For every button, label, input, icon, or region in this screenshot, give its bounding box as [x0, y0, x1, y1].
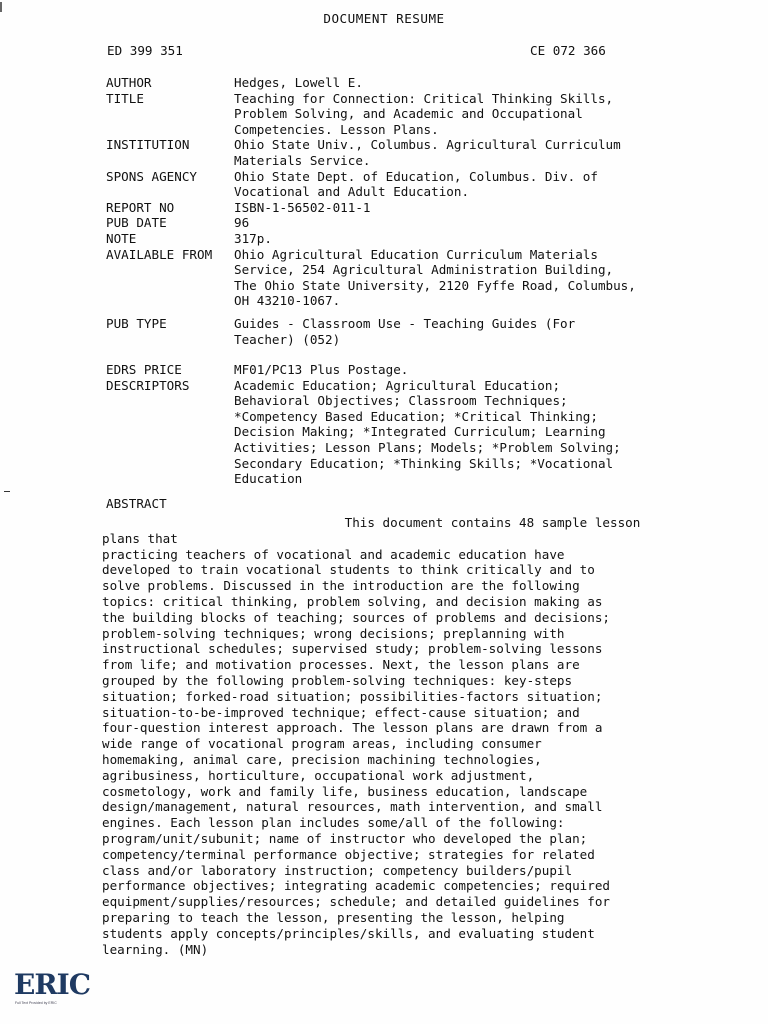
field-value: Hedges, Lowell E. — [234, 75, 363, 90]
field-label: DESCRIPTORS — [106, 377, 190, 393]
field-edrs-price — [106, 362, 706, 378]
field-value: Guides - Classroom Use - Teaching Guides (For Teacher) (052) — [234, 315, 576, 347]
field-title — [106, 91, 706, 138]
ce-number: CE 072 366 — [530, 43, 606, 58]
field-institution — [106, 137, 706, 168]
field-pub-type — [106, 316, 706, 347]
ed-number: ED 399 351 — [107, 43, 183, 58]
field-value: Ohio State Univ., Columbus. Agricultural Curriculum Materials Service. — [234, 137, 621, 168]
eric-logo-text: ERIC — [14, 968, 90, 1001]
field-value: Academic Education; Agricultural Education; Behavioral Objectives; Classroom Techniques; *Competency Based Education; *Critical Thinking; Decision Making; *Integrated Curriculum; Learning Activities; Lesson Plans; Models; *Problem Solving; Secondary Education; *Thinking Skills; *Vocational Education — [234, 377, 621, 487]
field-descriptors — [106, 378, 706, 487]
metadata-fields — [106, 75, 706, 487]
field-label: REPORT NO — [106, 199, 175, 215]
field-label: TITLE — [106, 90, 144, 106]
field-pub-date — [106, 215, 706, 231]
field-label: EDRS PRICE — [106, 362, 182, 378]
field-label: NOTE — [106, 230, 137, 246]
abstract-heading: ABSTRACT — [106, 496, 167, 511]
field-spons-agency — [106, 169, 706, 200]
field-value: 96 — [234, 215, 250, 231]
field-report-no — [106, 200, 706, 216]
field-label: PUB TYPE — [106, 315, 167, 331]
field-label: PUB DATE — [106, 215, 167, 231]
field-label: AUTHOR — [106, 75, 152, 90]
abstract-body: This document contains 48 sample lesson plans that practicing teachers of vocational and academic education have developed to train vocational students to think critically and to solve problems. Discussed in the introduction are the following topics: critical thinking, problem solving, and decision making as the building blocks of teaching; sources of problems and decisions; problem-solving techniques; wrong decisions; preplanning with instructional schedules; supervised study; problem-solving lessons from life; and motivation processes. Next, the lesson plans are grouped by the following problem-solving techniques: key-steps situation; forked-road situation; possibilities-factors situation; situation-to-be-improved technique; effect-cause situation; and four-question interest approach. The lesson plans are drawn from a wide range of vocational program areas, including consumer homemaking, animal care, precision machining technologies, agribusiness, horticulture, occupational work adjustment, cosmetology, work and family life, business education, landscape design/management, natural resources, math intervention, and small engines. Each lesson plan includes some/all of the following: program/unit/subunit; name of instructor who developed the plan; competency/terminal performance objective; strategies for related class and/or laboratory instruction; competency builders/pupil performance objectives; integrating academic competencies; required equipment/supplies/resources; schedule; and detailed guidelines for preparing to teach the lesson, presenting the lesson, helping students apply concepts/principles/skills, and evaluating student learning. (MN) — [102, 515, 641, 957]
field-value: Teaching for Connection: Critical Thinking Skills, Problem Solving, and Academic and Occupational Competencies. Lesson Plans. — [234, 90, 614, 137]
field-value: ISBN-1-56502-011-1 — [234, 199, 371, 215]
field-value: 317p. — [234, 230, 272, 246]
field-label: INSTITUTION — [106, 137, 190, 153]
field-value: Ohio State Dept. of Education, Columbus. Div. of Vocational and Adult Education. — [234, 168, 598, 200]
field-value: MF01/PC13 Plus Postage. — [234, 362, 409, 378]
document-title: DOCUMENT RESUME — [323, 11, 445, 26]
field-author — [106, 75, 706, 91]
eric-logo — [14, 968, 90, 1008]
field-note — [106, 231, 706, 247]
field-available-from — [106, 247, 706, 309]
field-label: AVAILABLE FROM — [106, 246, 213, 262]
field-value: Ohio Agricultural Education Curriculum Materials Service, 254 Agricultural Administration Building, The Ohio State University, 2120 Fyffe Road, Columbus, OH 43210-1067. — [234, 246, 636, 309]
eric-logo-tagline: Full Text Provided by ERIC — [15, 1001, 57, 1005]
field-label: SPONS AGENCY — [106, 168, 197, 184]
margin-mark — [4, 491, 10, 492]
